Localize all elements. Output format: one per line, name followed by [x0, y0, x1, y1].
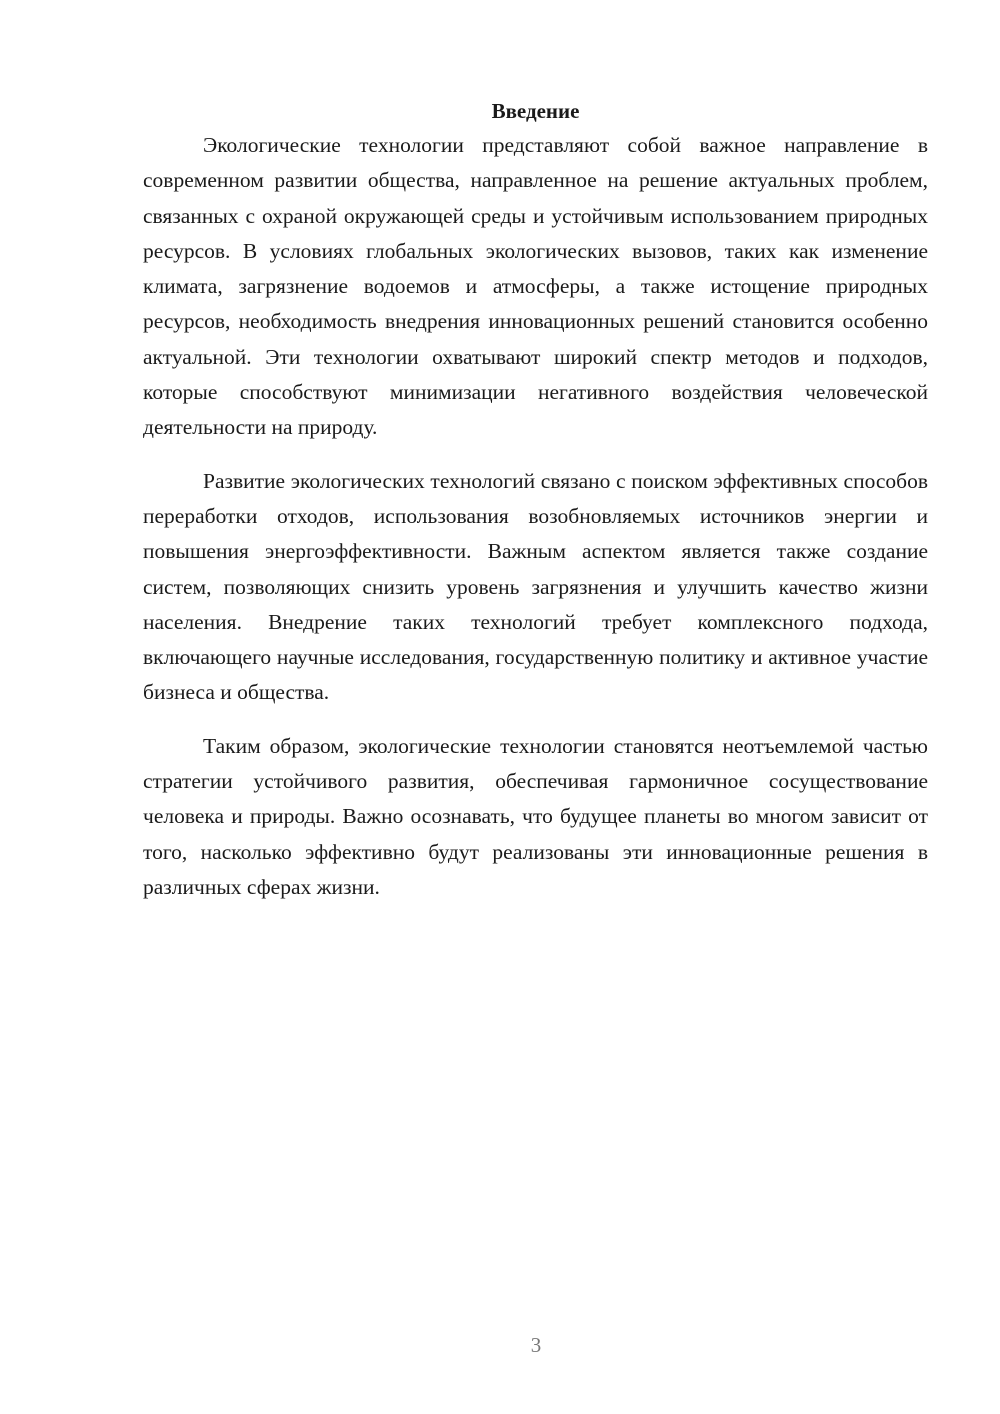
page-number: 3 [530, 1333, 542, 1357]
paragraph-2: Развитие экологических технологий связано с поиском эффективных способов переработки отходов, использования возобновляемых источников энергии и повышения энергоэффективности. Важным аспектом является также создание систем, позволяющих снизить уровень загрязнения и улучшить качество жизни населения. Внедрение таких технологий требует комплексного подхода, включающего научные исследования, государственную политику и активное участие бизнеса и общества. [143, 468, 928, 705]
paragraph-1: Экологические технологии представляют собой важное направление в современном развитии общества, направленное на решение актуальных проблем, связанных с охраной окружающей среды и устойчивым использованием природных ресурсов. В условиях глобальных экологических вызовов, таких как изменение климата, загрязнение водоемов и атмосферы, а также истощение природных ресурсов, необходимость внедрения инновационных решений становится особенно актуальной. Эти технологии охватывают широкий спектр методов и подходов, которые способствуют минимизации негативного воздействия человеческой деятельности на природу. [143, 133, 928, 440]
paragraph-3: Таким образом, экологические технологии становятся неотъемлемой частью стратегии устойчивого развития, обеспечивая гармоничное сосуществование человека и природы. Важно осознавать, что будущее планеты во многом зависит от того, насколько эффективно будут реализованы эти инновационные решения в различных сферах жизни. [143, 733, 928, 899]
section-heading: Введение [491, 99, 580, 123]
page-content [143, 96, 928, 905]
